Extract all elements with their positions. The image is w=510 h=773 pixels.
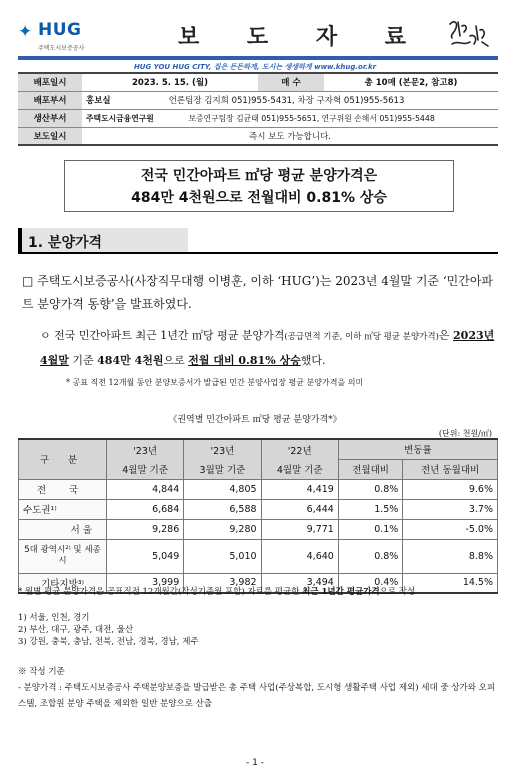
cell-value: 6,588	[184, 499, 261, 519]
info-row	[18, 91, 498, 109]
header-col2-top: '23년	[184, 439, 261, 459]
header-change: 변동률	[338, 439, 497, 459]
square-bullet: □	[22, 274, 34, 288]
headline-box	[64, 160, 454, 212]
cell-value: 9,771	[261, 519, 338, 539]
header-region: 구 분	[19, 439, 107, 479]
page-number: - 1 -	[246, 758, 264, 768]
cell-value: 5,010	[184, 539, 261, 573]
header-mom: 전월대비	[338, 459, 402, 479]
p2-emphasis: 484만 4천원	[97, 354, 164, 367]
dept-name: 주택도시금융연구원	[86, 113, 154, 123]
hug-logo	[18, 16, 128, 60]
dept-contact	[82, 109, 498, 127]
info-label: 배포부서	[18, 91, 82, 109]
headline-line-1: 전국 민간아파트 ㎡당 평균 분양가격은	[140, 168, 378, 184]
slogan: HUG YOU HUG CITY, 집은 든든하게, 도시는 생생하게 www.khug.or.kr	[133, 63, 377, 71]
footnote-1: 1) 서울, 인천, 경기	[18, 613, 90, 623]
dept-name: 홍보실	[86, 96, 111, 106]
cell-value: 9.6%	[403, 479, 498, 499]
footnote-emphasis: 최근 1년간 평균가격	[302, 587, 380, 597]
circle-bullet: ㅇ	[40, 329, 51, 342]
row-label: 전 국	[19, 479, 107, 499]
dept-contact	[82, 91, 498, 109]
p2-segment: 전국 민간아파트 최근 1년간 ㎡당 평균 분양가격	[54, 329, 285, 342]
header-col2-bot: 3월말 기준	[184, 459, 261, 479]
info-label: 보도일시	[18, 127, 82, 145]
paragraph-1-text: 주택도시보증공사(사장직무대행 이병훈, 이하 ‘HUG’)는 2023년 4월말 기준 ‘민간아파트 분양가격 동향’을 발표하였다.	[22, 274, 494, 311]
footnote-main	[18, 586, 498, 598]
pages-label: 매 수	[258, 73, 324, 91]
contact-text: 보증연구팀장 김균태 051)955-5651, 연구위원 손해서 051)955-5448	[188, 113, 435, 123]
header-col1-top: '23년	[107, 439, 184, 459]
cell-value: 1.5%	[338, 499, 402, 519]
paragraph-2	[40, 324, 500, 372]
logo-mark-icon: ✦	[18, 22, 33, 42]
cell-value: 4,844	[107, 479, 184, 499]
cell-value: 8.8%	[403, 539, 498, 573]
p2-segment: 했다.	[300, 354, 326, 367]
p2-emphasis: 2023년 4월말	[40, 329, 495, 367]
cell-value: 0.4%	[338, 573, 402, 593]
cell-value: 4,805	[184, 479, 261, 499]
cell-value: 5,049	[107, 539, 184, 573]
p2-segment: (공급면적 기준, 이하 ㎡당 평균 분양가격)	[284, 332, 439, 342]
cell-value: 6,684	[107, 499, 184, 519]
p2-segment: 으로	[163, 354, 189, 367]
header-yoy: 전년 동월대비	[403, 459, 498, 479]
contact-text: 언론팀장 김지희 051)955-5431, 차장 구자혁 051)955-5613	[168, 96, 405, 106]
cell-value: 0.8%	[338, 539, 402, 573]
table-row	[19, 539, 498, 573]
cell-value: 14.5%	[403, 573, 498, 593]
cell-value: 3,982	[184, 573, 261, 593]
footnote-2: 2) 부산, 대구, 광주, 대전, 울산	[18, 625, 134, 635]
table-row	[19, 479, 498, 499]
table-caption: 《권역별 민간아파트 ㎡당 평균 분양가격*》	[168, 415, 342, 425]
info-row	[18, 127, 498, 145]
cell-value: 4,419	[261, 479, 338, 499]
cell-value: 3,999	[107, 573, 184, 593]
p2-segment: 은	[438, 329, 454, 342]
document-title: 보 도 자 료	[178, 24, 426, 50]
section-title: 1. 분양가격	[28, 235, 103, 251]
table-row	[19, 519, 498, 539]
cell-value: 9,280	[184, 519, 261, 539]
calligraphy-signature-icon	[444, 16, 492, 54]
footnote-segment: * 월별 평균 분양가격은 공표직전 12개월간(작성기준월 포함) 자료를 평균한	[18, 587, 303, 597]
row-label: 수도권¹⁾	[19, 499, 107, 519]
info-table	[18, 72, 498, 146]
logo-text: HUG	[38, 20, 82, 40]
criteria-text: - 분양가격 : 주택도시보증공사 주택분양보증을 발급받은 총 주택 사업(주상복합, 도시형 생활주택 사업 제외) 세대 중 상가와 오피스텔, 조합원 분양 주택을 제외한 일반 분양으로 산출	[18, 683, 496, 709]
table-header-row	[19, 439, 498, 459]
header-col3-top: '22년	[261, 439, 338, 459]
section-heading	[18, 228, 498, 254]
footnote-segment: 으로 작성	[379, 587, 416, 597]
cell-value: 6,444	[261, 499, 338, 519]
table-row	[19, 499, 498, 519]
row-label: 5대 광역시²⁾ 및 세종시	[19, 539, 107, 573]
cell-value: 3,494	[261, 573, 338, 593]
info-label: 생산부서	[18, 109, 82, 127]
info-row	[18, 109, 498, 127]
row-label: 기타지방³⁾	[19, 573, 107, 593]
cell-value: 4,640	[261, 539, 338, 573]
cell-value: 0.1%	[338, 519, 402, 539]
price-table	[18, 438, 498, 594]
p2-emphasis: 전월 대비 0.81% 상승	[188, 354, 301, 367]
logo-subtitle: 주택도시보증공사	[38, 45, 85, 52]
embargo-text: 즉시 보도 가능합니다.	[82, 127, 498, 145]
headline-line-2: 484만 4천원으로 전월대비 0.81% 상승	[131, 190, 387, 206]
p2-segment: 기준	[68, 354, 98, 367]
section-underline	[18, 252, 498, 254]
section-heading-bar	[18, 228, 22, 254]
table-unit: (단위: 천원/㎡)	[438, 429, 492, 438]
info-label: 배포일시	[18, 73, 82, 91]
footnote-3: 3) 강원, 충북, 충남, 전북, 전남, 경북, 경남, 제주	[18, 637, 199, 647]
release-date: 2023. 5. 15. (월)	[82, 73, 258, 91]
header-col1-bot: 4월말 기준	[107, 459, 184, 479]
cell-value: -5.0%	[403, 519, 498, 539]
cell-value: 9,286	[107, 519, 184, 539]
header-rule	[18, 56, 498, 60]
cell-value: 0.8%	[338, 479, 402, 499]
header-col3-bot: 4월말 기준	[261, 459, 338, 479]
paragraph-1	[22, 270, 500, 316]
paragraph-2-note: * 공표 직전 12개월 동안 분양보증서가 발급된 민간 분양사업장 평균 분양가격을 의미	[66, 378, 364, 387]
pages-value: 총 10매 (본문2, 참고8)	[324, 73, 498, 91]
info-row	[18, 73, 498, 91]
criteria-block	[18, 664, 498, 712]
row-label: 서 울	[19, 519, 107, 539]
criteria-title: ※ 작성 기준	[18, 667, 65, 677]
cell-value: 3.7%	[403, 499, 498, 519]
